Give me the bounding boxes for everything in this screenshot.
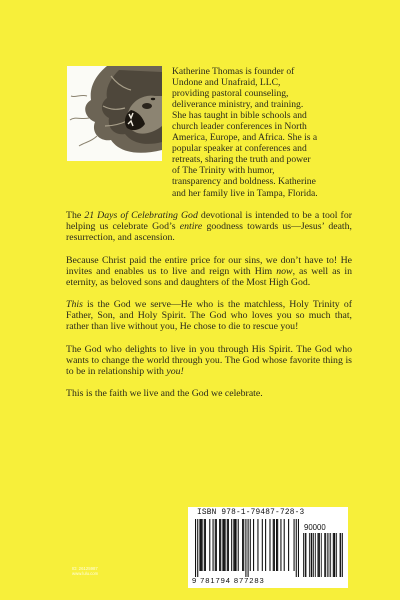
barcode-bar — [303, 533, 304, 577]
text-run: , as well as in eternity, as beloved sons and daughters of the Most High God. — [66, 265, 352, 288]
barcode-bar — [340, 533, 341, 577]
barcode-bar — [250, 519, 251, 571]
bio-line: Katherine Thomas is founder of — [172, 66, 295, 77]
addon-barcode-bars — [303, 533, 343, 577]
barcode-bar — [233, 519, 234, 571]
barcode-bar — [265, 519, 266, 571]
bio-line: deliverance ministry, and training. — [172, 99, 304, 111]
blurb — [66, 210, 352, 411]
barcode-bar — [231, 519, 232, 571]
barcode-bar — [242, 519, 243, 571]
paragraph-intro — [66, 210, 352, 243]
text-run: devotional is intended to be a tool for helping us celebrate God’s — [66, 210, 352, 233]
text-run: Because Christ paid the entire price for our sins, we don’t have to! He invites and enables us to live and reign with Him — [66, 254, 352, 277]
barcode-bar — [225, 519, 226, 571]
barcode-bar — [311, 533, 312, 577]
emphasis: you! — [166, 365, 184, 377]
bio-line: She has taught in bible schools and — [172, 110, 307, 122]
barcode-bar — [199, 519, 200, 571]
emphasis: now — [276, 265, 293, 277]
text-run: goodness towards us—Jesus’ death, resurrection, and ascension. — [66, 221, 352, 244]
barcode-bar — [202, 519, 203, 571]
barcode-bar — [269, 519, 270, 571]
barcode-bar — [329, 533, 330, 577]
barcode-bar — [213, 519, 214, 571]
bio-line: providing pastoral counseling, — [172, 88, 289, 100]
author-photo-lion — [67, 66, 162, 161]
barcode-bar — [309, 533, 310, 577]
barcode-bar — [205, 519, 206, 571]
barcode-bar — [318, 533, 319, 577]
barcode-bar — [273, 519, 274, 571]
barcode-bar — [200, 519, 201, 571]
barcode-bar — [227, 519, 228, 571]
paragraph-spirit — [66, 344, 352, 377]
text-run: The God who delights to live in you through His Spirit. The God who wants to change the world through you. The God whose favorite thing is to be in relationship with — [66, 343, 352, 377]
barcode-bar — [288, 519, 289, 571]
roaring-lion-image — [67, 66, 162, 161]
bio-line: America, Europe, and Africa. She is a — [172, 132, 318, 144]
barcode-bar — [215, 519, 216, 571]
bio-line: church leader conferences in North — [172, 121, 307, 133]
barcode-bar — [248, 519, 249, 577]
book-title: 21 Days of Celebrating God — [84, 210, 198, 221]
bio-line: popular speaker at conferences and — [172, 143, 307, 155]
bio-line: of The Trinity with humor, — [172, 165, 275, 177]
barcode-bar — [336, 533, 337, 577]
imprint-url: www.lulu.com — [72, 571, 99, 576]
barcode-bar — [197, 519, 198, 577]
barcode-bar — [262, 519, 263, 571]
barcode-bar — [321, 533, 322, 577]
barcode-bar — [298, 519, 299, 577]
barcode-bar — [238, 519, 239, 571]
barcode-bar — [313, 533, 314, 577]
barcode-bar — [284, 519, 285, 571]
isbn-barcode — [188, 507, 348, 588]
barcode-bar — [223, 519, 224, 571]
publisher-imprint — [72, 566, 98, 576]
barcode-bar — [296, 519, 297, 577]
barcode-bar — [305, 533, 306, 577]
author-bio — [172, 66, 350, 199]
barcode-bar — [327, 533, 328, 577]
barcode-bar — [243, 519, 244, 571]
barcode-bar — [324, 533, 325, 577]
barcode-bar — [257, 519, 258, 571]
barcode-bar — [325, 533, 326, 577]
paragraph-christ — [66, 255, 352, 288]
barcode-bar — [294, 519, 295, 571]
paragraph-trinity — [66, 299, 352, 332]
barcode-bar — [222, 519, 223, 571]
barcode-bar — [334, 533, 335, 577]
barcode-bar — [276, 519, 277, 571]
text-run: The — [66, 210, 85, 221]
barcode-bar — [220, 519, 221, 571]
barcode-bar — [234, 519, 235, 571]
bio-line: transparency and boldness. Katherine — [172, 176, 316, 188]
barcode-bar — [330, 533, 331, 577]
bio-line: and her family live in Tampa, Florida. — [172, 187, 318, 199]
bio-line: Undone and Unafraid, LLC, — [172, 77, 281, 89]
ean-barcode-bars — [195, 519, 301, 577]
barcode-digits: 9 781794 877283 — [192, 576, 265, 585]
barcode-bar — [317, 533, 318, 577]
barcode-bar — [236, 519, 237, 571]
bio-line: retreats, sharing the truth and power — [172, 154, 311, 166]
emphasis: This — [66, 299, 83, 311]
barcode-bar — [306, 533, 307, 577]
barcode-bar — [334, 533, 335, 577]
barcode-bar — [245, 519, 246, 577]
barcode-bar — [340, 533, 341, 577]
barcode-bar — [319, 533, 320, 577]
barcode-bar — [219, 519, 220, 571]
barcode-bar — [195, 519, 196, 577]
barcode-bar — [280, 519, 281, 571]
paragraph-closing: This is the faith we live and the God we celebrate. — [66, 388, 263, 400]
barcode-bar — [228, 519, 229, 571]
barcode-bar — [315, 533, 316, 577]
text-run: is the God we serve—He who is the matchless, Holy Trinity of Father, Son, and Holy Spirit. The God who loves you so much that, rather than live without you, He chose to die to rescue you! — [66, 299, 352, 333]
isbn-label: ISBN 978-1-79487-728-3 — [197, 509, 305, 517]
barcode-bar — [204, 519, 205, 571]
imprint-id: ID: 26125987 — [72, 566, 98, 571]
emphasis: entire — [179, 221, 203, 233]
barcode-bar — [253, 519, 254, 571]
barcode-bar — [342, 533, 343, 577]
barcode-bar — [209, 519, 210, 571]
barcode-bar — [277, 519, 278, 571]
barcode-bar — [274, 519, 275, 571]
price-code: 90000 — [304, 523, 326, 532]
barcode-bar — [312, 533, 313, 577]
barcode-bar — [333, 533, 334, 577]
barcode-bar — [216, 519, 217, 571]
